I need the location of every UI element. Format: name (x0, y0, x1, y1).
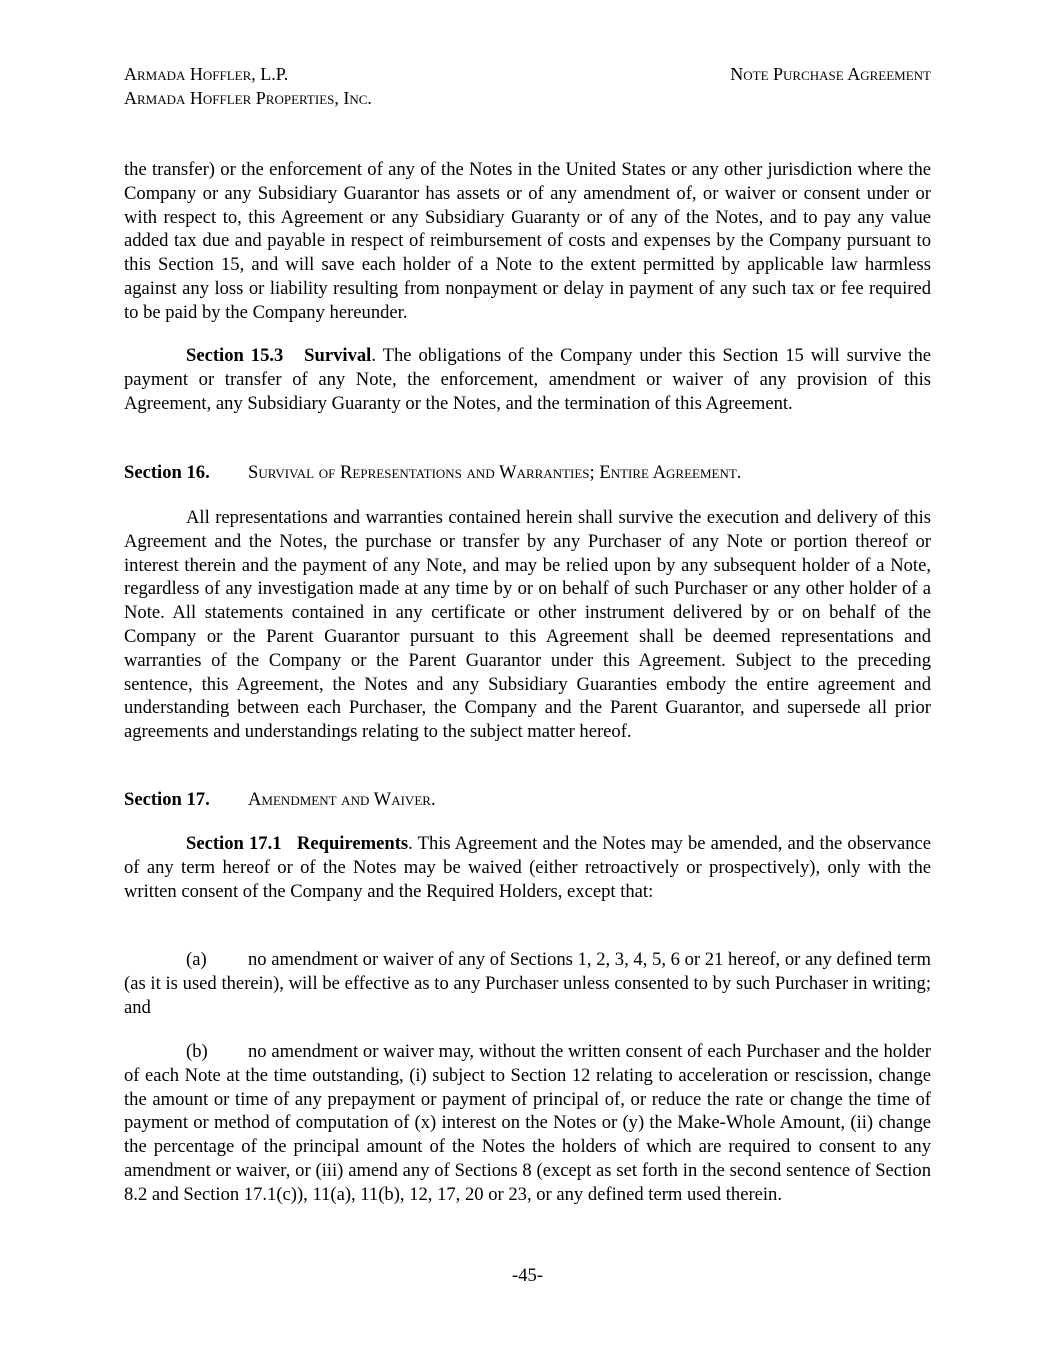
section-17-1-paragraph (124, 832, 931, 903)
section-17-heading (124, 788, 931, 812)
section-16-heading (124, 461, 931, 485)
section-17-1-text: . This Agreement and the Notes may be amended, and the observance of any term hereof or of the Notes may be waived (either retroactively or prospectively), only with the written consent of the Company and the Required Holders, except that: (124, 833, 931, 902)
clause-b-text: no amendment or waiver may, without the written consent of each Purchaser and the holder of each Note at the time outstanding, (i) subject to Section 12 relating to acceleration or rescission, change the amount or time of any prepayment or payment of principal of, or reduce the rate or change the time of payment or method of computation of (x) interest on the Notes or (y) the Make-Whole Amount, (ii) change the percentage of the principal amount of the Notes the holders of which are required to consent to any amendment or waiver, or (iii) amend any of Sections 8 (except as set forth in the second sentence of Section 8.2 and Section 17.1(c)), 11(a), 11(b), 12, 17, 20 or 23, or any defined term used therein. (124, 1041, 931, 1205)
section-15-3-number: Section 15.3 (186, 345, 284, 366)
section-17-title: Amendment and Waiver (248, 789, 431, 810)
document-page (124, 62, 931, 1205)
section-16-text: All representations and warranties contained herein shall survive the execution and delivery of this Agreement and the Notes, the purchase or transfer by any Purchaser of any Note or portion thereof or interest therein and the payment of any Note, and may be relied upon by any subsequent holder of a Note, regardless of any investigation made at any time by or on behalf of such Purchaser or any other holder of a Note. All statements contained in any certificate or other instrument delivered by or on behalf of the Company or the Parent Guarantor pursuant to this Agreement shall be deemed representations and warranties of the Company or the Parent Guarantor under this Agreement. Subject to the preceding sentence, this Agreement, the Notes and any Subsidiary Guaranties embody the entire agreement and understanding between each Purchaser, the Company and the Parent Guarantor, and supersede all prior agreements and understandings relating to the subject matter hereof. (124, 507, 931, 743)
clause-b-paragraph (124, 1040, 931, 1207)
section-16-body (124, 506, 931, 744)
section-16-number: Section 16. (124, 462, 210, 483)
clause-b-label: (b) (186, 1041, 208, 1062)
section-17-number: Section 17. (124, 789, 210, 810)
clause-a-text: no amendment or waiver of any of Sections 1, 2, 3, 4, 5, 6 or 21 hereof, or any defined term (as it is used therein), will be effective as to any Purchaser unless consented to by such Purchaser in writing; and (124, 949, 931, 1018)
clause-a-label: (a) (186, 949, 207, 970)
section-17-1 (124, 832, 931, 903)
continuation-paragraph (124, 158, 931, 325)
section-15-3 (124, 344, 931, 415)
page-header (124, 62, 931, 110)
header-company-name: Armada Hoffler, L.P. (124, 64, 289, 84)
section-17-1-title: Requirements (296, 833, 409, 854)
section-15-3-text: . The obligations of the Company under this Section 15 will survive the payment or transfer of any Note, the enforcement, amendment or waiver of any provision of this Agreement, any Subsidiary Guaranty or the Notes, and the termination of this Agreement. (124, 345, 931, 414)
section-16-title: Survival of Representations and Warranties; Entire Agreement (248, 462, 737, 483)
header-document-title: Note Purchase Agreement (730, 64, 931, 84)
clause-b (124, 1040, 931, 1207)
section-17-period: . (430, 789, 436, 810)
section-15-3-paragraph (124, 344, 931, 415)
section-16-period: . (736, 462, 742, 483)
continuation-text: the transfer) or the enforcement of any of the Notes in the United States or any other jurisdiction where the Company or any Subsidiary Guarantor has assets or of any amendment of, or waiver or consent under or with respect to, this Agreement or any Subsidiary Guaranty or of any of the Notes, and to pay any value added tax due and payable in respect of reimbursement of costs and expenses by the Company pursuant to this Section 15, and will save each holder of a Note to the extent permitted by applicable law harmless against any loss or liability resulting from nonpayment or delay in payment of any such tax or fee required to be paid by the Company hereunder. (124, 159, 931, 323)
header-left (124, 62, 372, 110)
clause-a (124, 948, 931, 1019)
header-company-name-2: Armada Hoffler Properties, Inc. (124, 88, 372, 108)
page-number: -45- (512, 1265, 543, 1286)
clause-a-paragraph (124, 948, 931, 1019)
section-15-3-title: Survival (304, 345, 372, 366)
section-17-1-number: Section 17.1 (186, 833, 282, 854)
